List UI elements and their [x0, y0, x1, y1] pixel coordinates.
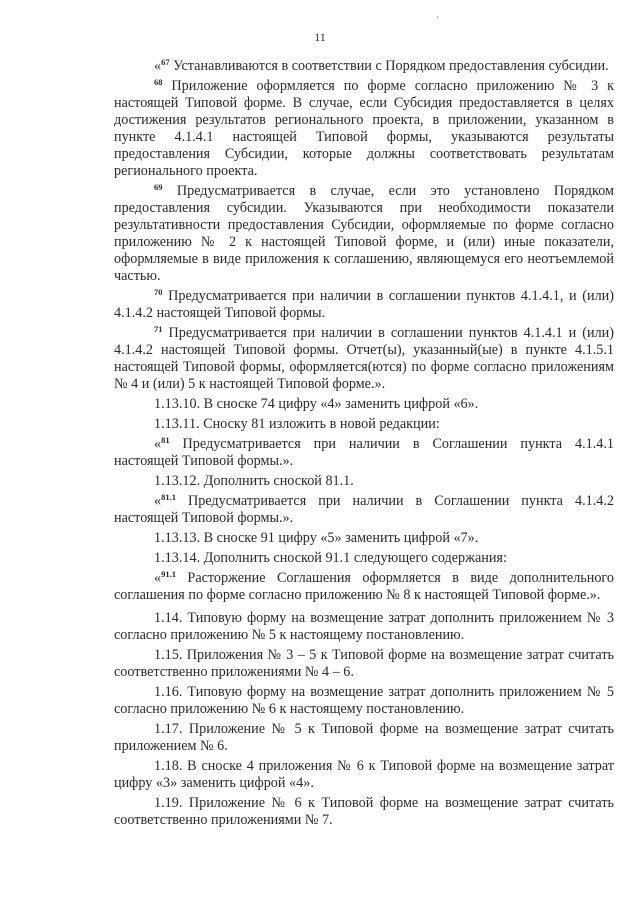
open-quote: « [154, 493, 162, 509]
paragraph-p16 [114, 684, 614, 718]
footnote-number: 69 [154, 182, 163, 192]
paragraph-p4 [114, 288, 614, 322]
paragraph-text: 1.17. Приложение № 5 к Типовой форме на возмещение затрат считать приложением № 6. [114, 721, 614, 754]
footnote-number: 91.1 [161, 569, 176, 579]
paragraph-text: 1.13.13. В сноске 91 цифру «5» заменить цифрой «7». [154, 530, 479, 546]
paragraph-text: Предусматривается при наличии в соглашении пунктов 4.1.4.1 и (или) 4.1.4.2 настоящей Типовой формы. Отчет(ы), указанный(ые) в пункте 4.1.5.1 настоящей Типовой формы, оформляется(ются) по форме согласно приложениям № 4 и (или) 5 к настоящей Типовой форме.». [114, 325, 614, 392]
paragraph-p17 [114, 721, 614, 755]
paragraph-text: 1.13.11. Сноску 81 изложить в новой редакции: [154, 416, 440, 432]
paragraph-text: 1.15. Приложения № 3 – 5 к Типовой форме на возмещение затрат считать соответственно приложениями № 4 – 6. [114, 647, 614, 680]
paragraph-p2 [114, 78, 614, 180]
footnote-number: 70 [154, 287, 163, 297]
paragraph-p5 [114, 325, 614, 393]
paragraph-text: Предусматривается при наличии в Соглашении пункта 4.1.4.1 настоящей Типовой формы.». [114, 436, 614, 469]
paragraph-text: Предусматривается при наличии в Соглашении пункта 4.1.4.2 настоящей Типовой формы.». [114, 493, 614, 526]
paragraph-text: Расторжение Соглашения оформляется в виде дополнительного соглашения по форме согласно приложению № 8 к настоящей Типовой форме.». [114, 570, 614, 603]
paragraph-text: Предусматривается в случае, если это установлено Порядком предоставления субсидии. Указываются при необходимости показатели результативности предоставления Субсидии, оформляемые по форме согласно приложению № 2 к настоящей Типовой форме, и (или) иные показатели, оформляемые в виде приложения к соглашению, являющемуся его неотъемлемой частью. [114, 183, 614, 284]
paragraph-p18 [114, 758, 614, 792]
paragraph-p15 [114, 647, 614, 681]
paragraph-p8 [114, 436, 614, 470]
paragraph-p9 [114, 473, 614, 490]
footnote-number: 81.1 [161, 492, 176, 502]
paragraph-p1 [114, 58, 614, 75]
paragraph-text: 1.18. В сноске 4 приложения № 6 к Типовой форме на возмещение затрат цифру «3» заменить цифрой «4». [114, 758, 614, 791]
footnote-number: 68 [154, 77, 163, 87]
paragraph-text: 1.19. Приложение № 6 к Типовой форме на возмещение затрат считать соответственно приложениями № 7. [114, 795, 614, 828]
paragraph-p6 [114, 396, 614, 413]
paragraph-text: Предусматривается при наличии в соглашении пунктов 4.1.4.1, и (или) 4.1.4.2 настоящей Типовой формы. [114, 288, 614, 321]
open-quote: « [154, 570, 162, 586]
paragraph-text: Приложение оформляется по форме согласно приложению № 3 к настоящей Типовой форме. В случае, если Субсидия предоставляется в целях достижения результатов регионального проекта, в приложении, указанном в пункте 4.1.4.1 настоящей Типовой формы, указываются результаты предоставления Субсидии, которые должны соответствовать результатам регионального проекта. [114, 78, 614, 179]
paragraph-text: 1.13.14. Дополнить сноской 91.1 следующего содержания: [154, 550, 507, 566]
paragraph-text: Устанавливаются в соответствии с Порядком предоставления субсидии. [169, 58, 609, 74]
paragraph-p7 [114, 416, 614, 433]
open-quote: « [154, 436, 162, 452]
paragraph-p12 [114, 550, 614, 567]
paragraph-p10 [114, 493, 614, 527]
footnote-number: 67 [161, 57, 170, 67]
paragraph-text: 1.13.10. В сноске 74 цифру «4» заменить цифрой «6». [154, 396, 479, 412]
footnote-number: 81 [161, 435, 170, 445]
paragraph-p3 [114, 183, 614, 285]
paragraph-p13 [114, 570, 614, 604]
paragraph-text: 1.16. Типовую форму на возмещение затрат дополнить приложением № 5 согласно приложению № 6 к настоящему постановлению. [114, 684, 614, 717]
scan-mark: ` [436, 16, 440, 27]
paragraph-text: 1.13.12. Дополнить сноской 81.1. [154, 473, 354, 489]
open-quote: « [154, 58, 162, 74]
paragraph-p11 [114, 530, 614, 547]
page-number: 11 [314, 30, 326, 44]
footnote-number: 71 [154, 324, 163, 334]
paragraph-p19 [114, 795, 614, 829]
paragraph-p14 [114, 610, 614, 644]
paragraph-text: 1.14. Типовую форму на возмещение затрат дополнить приложением № 3 согласно приложению № 5 к настоящему постановлению. [114, 610, 614, 643]
document-body [114, 58, 614, 832]
